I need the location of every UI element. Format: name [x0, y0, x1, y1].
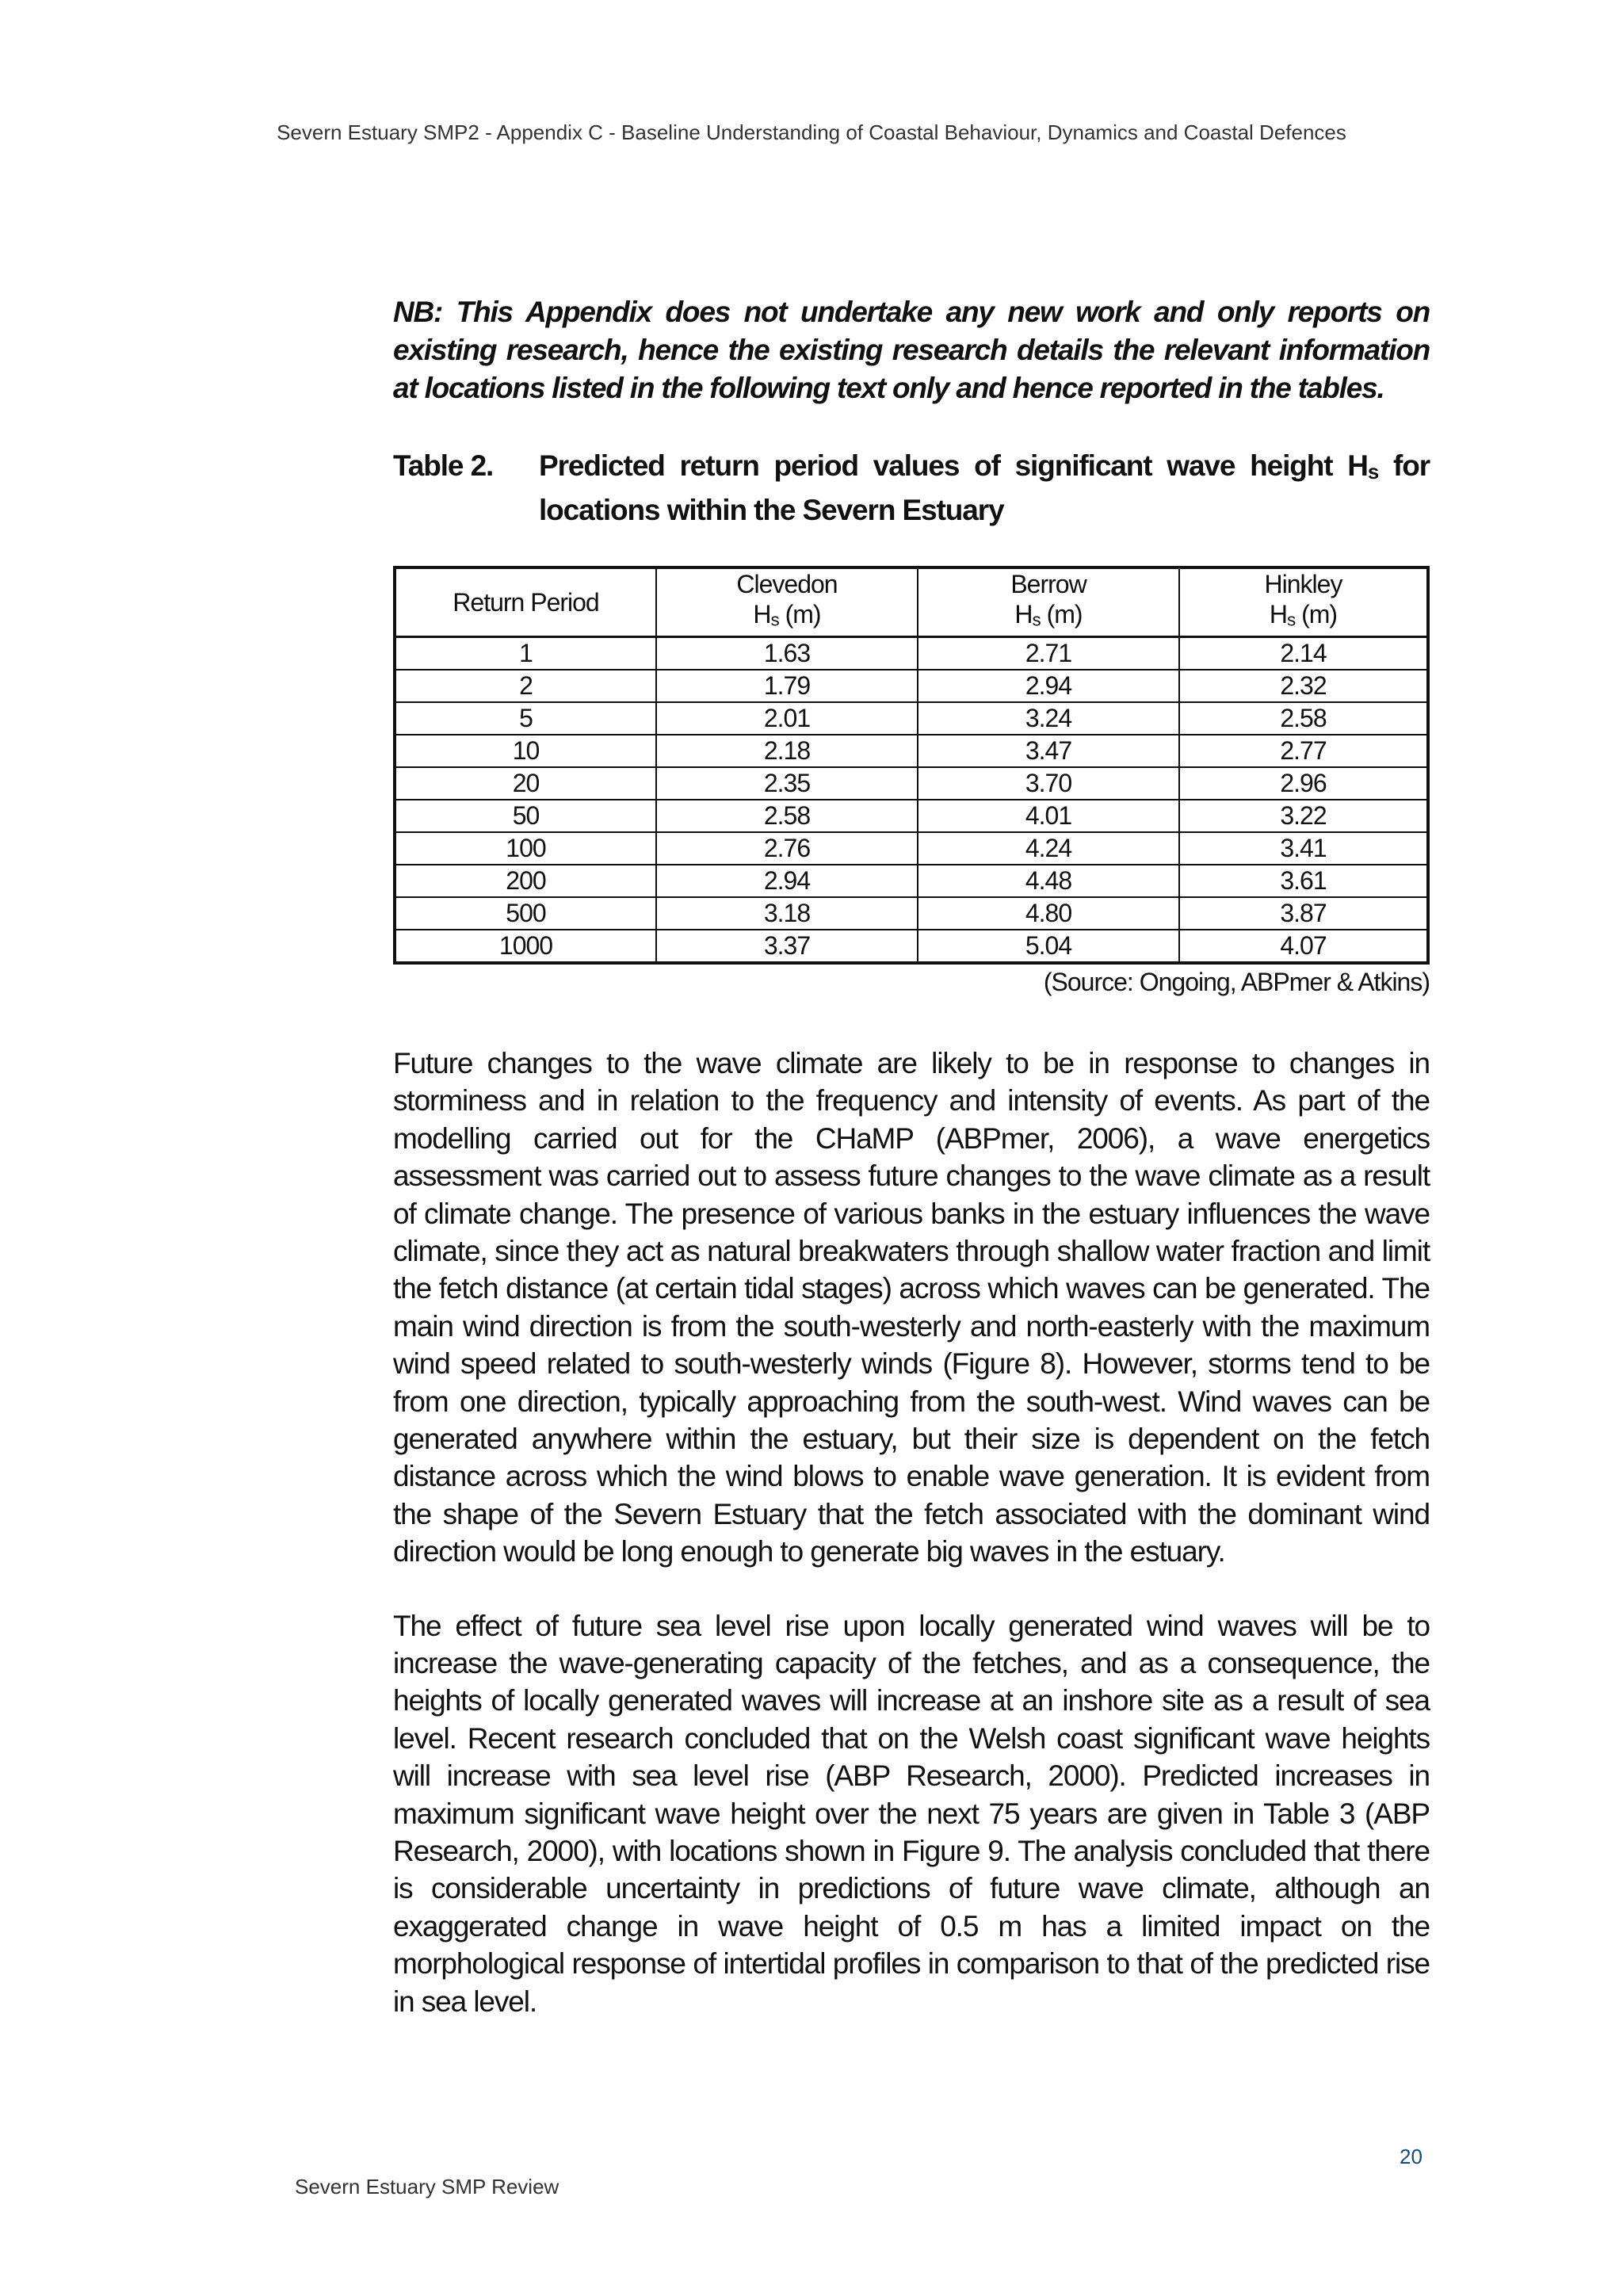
table-cell: 3.37 — [656, 930, 918, 963]
table-row — [395, 865, 1428, 897]
running-footer: Severn Estuary SMP Review — [295, 2175, 559, 2199]
table-row — [395, 767, 1428, 800]
table-cell: 2.14 — [1179, 636, 1428, 670]
table-cell: 2.94 — [656, 865, 918, 897]
table-cell: 2.76 — [656, 832, 918, 865]
table-cell: 2.94 — [918, 670, 1179, 702]
table-cell: 2.96 — [1179, 767, 1428, 800]
table-caption — [393, 447, 1430, 529]
table-row — [395, 930, 1428, 963]
col-header-berrow: Berrow Hs (m) — [918, 567, 1179, 637]
table-cell: 2.58 — [1179, 702, 1428, 735]
table-cell: 2 — [395, 670, 656, 702]
paragraph-wave-climate: Future changes to the wave climate are likely to be in response to changes in storminess and in relation to the frequency and intensity of events. As part of the modelling carried out for the CHaMP (ABPmer, 2006), a wave energetics assessment was carried out to assess future changes to the wave climate as a result of climate change. The presence of various banks in the estuary influences the wave climate, since they act as natural breakwaters through shallow water fraction and limit the fetch distance (at certain tidal stages) across which waves can be generated. The main wind direction is from the south-westerly and north-easterly with the maximum wind speed related to south-westerly winds (Figure 8). However, storms tend to be from one direction, typically approaching from the south-west. Wind waves can be generated anywhere within the estuary, but their size is dependent on the fetch distance across which the wind blows to enable wave generation. It is evident from the shape of the Severn Estuary that the fetch associated with the dominant wind direction would be long enough to generate big waves in the estuary. — [393, 1046, 1430, 1568]
table-cell: 1000 — [395, 930, 656, 963]
table-cell: 500 — [395, 897, 656, 930]
table-row — [395, 832, 1428, 865]
col-header-hinkley: Hinkley Hs (m) — [1179, 567, 1428, 637]
table-cell: 1.63 — [656, 636, 918, 670]
page-number: 20 — [1400, 2145, 1423, 2168]
table-cell: 50 — [395, 800, 656, 832]
table-row — [395, 702, 1428, 735]
table-cell: 2.58 — [656, 800, 918, 832]
table-cell: 2.71 — [918, 636, 1179, 670]
table-row — [395, 670, 1428, 702]
table-cell: 3.41 — [1179, 832, 1428, 865]
table-header-row — [395, 567, 1428, 637]
table-cell: 3.18 — [656, 897, 918, 930]
wave-height-table — [393, 566, 1430, 965]
table-cell: 3.24 — [918, 702, 1179, 735]
table-row — [395, 800, 1428, 832]
table-cell: 3.22 — [1179, 800, 1428, 832]
table-cell: 2.32 — [1179, 670, 1428, 702]
table-cell: 1.79 — [656, 670, 918, 702]
table-cell: 4.80 — [918, 897, 1179, 930]
table-row — [395, 636, 1428, 670]
table-cell: 3.87 — [1179, 897, 1428, 930]
table-cell: 2.01 — [656, 702, 918, 735]
table-cell: 100 — [395, 832, 656, 865]
table-row — [395, 735, 1428, 767]
table-source: (Source: Ongoing, ABPmer & Atkins) — [1043, 967, 1430, 996]
table-cell: 5 — [395, 702, 656, 735]
table-cell: 4.01 — [918, 800, 1179, 832]
table-cell: 5.04 — [918, 930, 1179, 963]
table-cell: 2.18 — [656, 735, 918, 767]
table-label: Table 2. — [393, 449, 494, 482]
table-cell: 4.48 — [918, 865, 1179, 897]
table-cell: 4.07 — [1179, 930, 1428, 963]
table-row — [395, 897, 1428, 930]
table-cell: 3.61 — [1179, 865, 1428, 897]
table-cell: 4.24 — [918, 832, 1179, 865]
col-header-clevedon: Clevedon Hs (m) — [656, 567, 918, 637]
table-cell: 1 — [395, 636, 656, 670]
table-title: Predicted return period values of significant wave height $H_s$ for locations within the Severn Estuary — [539, 449, 1430, 526]
paragraph-sea-level-rise: The effect of future sea level rise upon locally generated wind waves will be to increase the wave-generating capacity of the fetches, and as a consequence, the heights of locally generated waves will increase at an inshore site as a result of sea level. Recent research concluded that on the Welsh coast significant wave heights will increase with sea level rise (ABP Research, 2000). Predicted increases in maximum significant wave height over the next 75 years are given in Table 3 (ABP Research, 2000), with locations shown in Figure 9. The analysis concluded that there is considerable uncertainty in predictions of future wave climate, although an exaggerated change in wave height of 0.5 m has a limited impact on the morphological response of intertidal profiles in comparison to that of the predicted rise in sea level. — [393, 1609, 1430, 2018]
table-cell: 3.47 — [918, 735, 1179, 767]
table-cell: 2.35 — [656, 767, 918, 800]
page-content — [393, 293, 1430, 2020]
table-cell: 3.70 — [918, 767, 1179, 800]
table-cell: 200 — [395, 865, 656, 897]
table-cell: 2.77 — [1179, 735, 1428, 767]
col-header-return-period: Return Period — [395, 567, 656, 637]
running-header: Severn Estuary SMP2 - Appendix C - Baseline Understanding of Coastal Behaviour, Dynamics and Coastal Defences — [277, 120, 1346, 144]
table-cell: 10 — [395, 735, 656, 767]
nb-note: NB: This Appendix does not undertake any new work and only reports on existing research, hence the existing research details the relevant information at locations listed in the following text only and hence reported in the tables. — [393, 296, 1430, 404]
table-cell: 20 — [395, 767, 656, 800]
